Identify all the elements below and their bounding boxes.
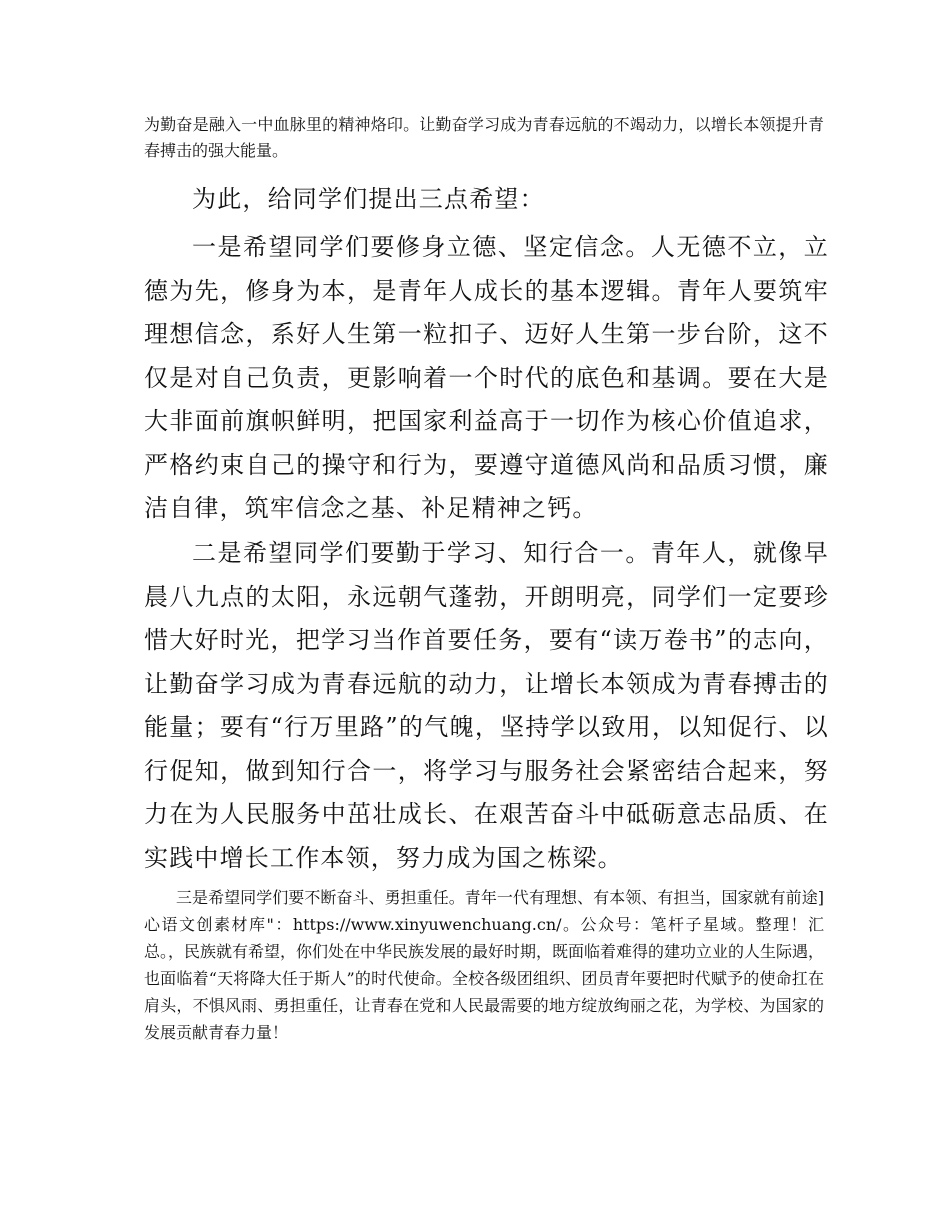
paragraph-hope-three: 三是希望同学们要不断奋斗、勇担重任。青年一代有理想、有本领、有担当，国家就有前途]心语文创素材库"：https://www.xinyuwenchuang.cn/。公众号：笔杆子星域。整理！汇总。，民族就有希望，你们处在中华民族发展的最好时期，既面临着难得的建功立业的人生际遇，也面临着“天将降大任于斯人”的时代使命。全校各级团组织、团员青年要把时代赋予的使命扛在肩头，不惧风雨、勇担重任，让青春在党和人民最需要的地方绽放绚丽之花，为学校、为国家的发展贡献青春力量！ xyxy=(144,888,825,1042)
paragraph-diligence-closing: 为勤奋是融入一中血脉里的精神烙印。让勤奋学习成为青春远航的不竭动力，以增长本领提升青春搏击的强大能量。 xyxy=(144,115,824,160)
paragraph-hope-two: 二是希望同学们要勤于学习、知行合一。青年人，就像早晨八九点的太阳，永远朝气蓬勃，开朗明亮，同学们一定要珍惜大好时光，把学习当作首要任务，要有“读万卷书”的志向，让勤奋学习成为青春远航的动力，让增长本领成为青春搏击的能量；要有“行万里路”的气魄，坚持学以致用，以知促行、以行促知，做到知行合一，将学习与服务社会紧密结合起来，努力在为人民服务中茁壮成长、在艰苦奋斗中砥砺意志品质、在实践中增长工作本领，努力成为国之栋梁。 xyxy=(144,539,829,872)
paragraph-hope-one: 一是希望同学们要修身立德、坚定信念。人无德不立，立德为先，修身为本，是青年人成长的基本逻辑。青年人要筑牢理想信念，系好人生第一粒扣子、迈好人生第一步台阶，这不仅是对自己负责，更影响着一个时代的底色和基调。要在大是大非面前旗帜鲜明，把国家利益高于一切作为核心价值追求，严格约束自己的操守和行为，要遵守道德风尚和品质习惯，廉洁自律，筑牢信念之基、补足精神之钙。 xyxy=(144,233,829,522)
paragraph-three-hopes-intro: 为此，给同学们提出三点希望： xyxy=(192,185,545,213)
